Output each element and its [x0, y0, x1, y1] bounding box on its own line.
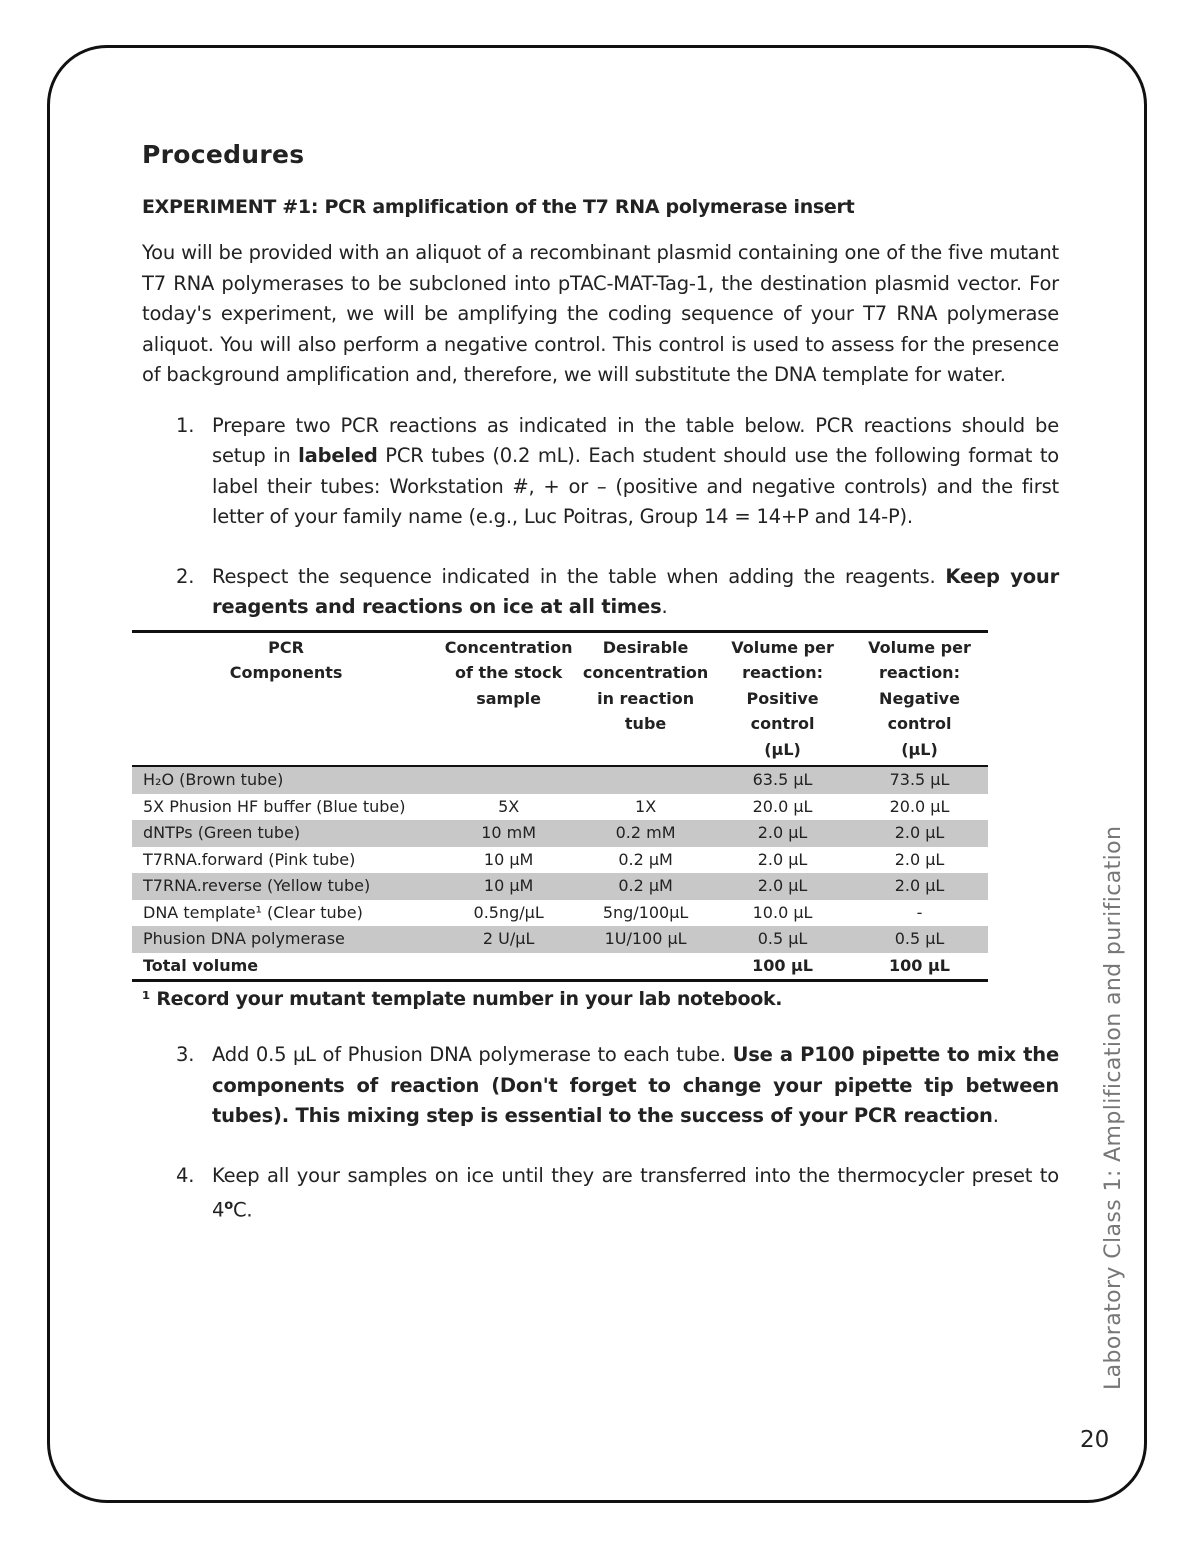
header-line: (µL): [764, 739, 801, 759]
step-number: 3.: [176, 1043, 195, 1066]
header-line: Desirable: [602, 637, 689, 657]
step-text: .: [661, 595, 668, 618]
header-line: concentration: [582, 663, 709, 682]
table-cell: [577, 953, 714, 981]
column-header: [440, 631, 577, 766]
header-line: Volume per: [868, 637, 971, 657]
table-cell: 100 µL: [889, 955, 950, 975]
header-line: control: [887, 714, 952, 733]
table-cell: 10.0 µL: [752, 902, 813, 922]
table-cell: 100 µL: [752, 955, 813, 975]
column-header: [714, 631, 851, 766]
table-cell: 1X: [635, 796, 657, 816]
step-number: 2.: [176, 564, 195, 588]
table-cell: -: [916, 902, 923, 922]
header-line: in reaction: [597, 688, 695, 708]
header-line: Negative: [879, 688, 960, 708]
table-cell: T7RNA.forward (Pink tube): [143, 849, 356, 869]
table-cell: 2.0 µL: [851, 873, 988, 900]
page-number: 20: [1080, 1427, 1110, 1453]
table-cell: 2.0 µL: [851, 820, 988, 847]
table-cell: 2 U/µL: [440, 926, 577, 953]
header-line: Concentration: [444, 637, 573, 657]
intro-paragraph: You will be provided with an aliquot of a recombinant plasmid containing one of the five mutant T7 RNA polymerases to be subcloned into pTAC-MAT-Tag-1, the destination plasmid vector. For today's experiment, we will be amplifying the coding sequence of your T7 RNA polymerase aliquot. You will also perform a negative control. This control is used to assess for the presence of background amplification and, therefore, we will substitute the DNA template for water.: [142, 241, 1059, 386]
step-text: Add 0.5 µL of Phusion DNA polymerase to each tube.: [212, 1043, 733, 1066]
column-header: [132, 631, 440, 766]
table-cell: Total volume: [143, 955, 259, 975]
table-cell: H₂O (Brown tube): [132, 766, 440, 794]
step-1: [142, 411, 1059, 533]
pcr-components-table: [132, 630, 988, 983]
header-line: reaction:: [742, 663, 823, 682]
table-cell: [577, 766, 714, 794]
header-line: reaction:: [879, 663, 960, 682]
page-content: [142, 140, 1059, 1255]
procedure-steps-continued: [142, 1040, 1059, 1226]
column-header: [851, 631, 988, 766]
table-cell: 2.0 µL: [714, 820, 851, 847]
step-emphasis: labeled: [298, 444, 378, 467]
table-cell: 10 µM: [440, 873, 577, 900]
table-cell: 0.2 µM: [577, 873, 714, 900]
table-row: [132, 766, 988, 794]
procedure-steps: [142, 411, 1059, 623]
table-cell: 0.5 µL: [714, 926, 851, 953]
step-text: Respect the sequence indicated in the table when adding the reagents.: [212, 564, 946, 588]
table-cell: 0.2 µM: [618, 849, 673, 869]
section-title: Procedures: [142, 140, 305, 169]
header-line: PCR: [268, 637, 304, 657]
table-cell: dNTPs (Green tube): [132, 820, 440, 847]
header-line: (µL): [901, 739, 938, 759]
table-cell: T7RNA.reverse (Yellow tube): [132, 873, 440, 900]
header-line: Positive: [746, 688, 819, 708]
table-row: [132, 847, 988, 874]
column-header: [577, 631, 714, 766]
header-line: control: [750, 714, 815, 733]
table-cell: 2.0 µL: [757, 849, 808, 869]
table-cell: 73.5 µL: [851, 766, 988, 794]
table-cell: Phusion DNA polymerase: [132, 926, 440, 953]
step-number: 1.: [176, 413, 195, 437]
step-text: Keep all your samples on ice until they are transferred into the thermocycler preset to 4: [212, 1163, 1059, 1222]
table-row: [132, 794, 988, 821]
table-cell: 20.0 µL: [889, 796, 950, 816]
table-cell: [440, 953, 577, 981]
table-row: [132, 926, 988, 953]
header-line: Components: [229, 663, 343, 682]
table-cell: 20.0 µL: [752, 796, 813, 816]
table-cell: DNA template¹ (Clear tube): [143, 902, 363, 922]
table-cell: 2.0 µL: [894, 849, 945, 869]
table-row: [132, 900, 988, 927]
side-label: Laboratory Class 1: Amplification and purification: [1101, 825, 1126, 1390]
table-cell: 2.0 µL: [714, 873, 851, 900]
table-cell: 10 mM: [440, 820, 577, 847]
header-line: tube: [624, 714, 667, 733]
table-row: [132, 953, 988, 981]
step-4: [142, 1161, 1059, 1227]
step-text: C.: [232, 1198, 253, 1222]
table-cell: 5X Phusion HF buffer (Blue tube): [143, 796, 406, 816]
table-cell: 10 µM: [483, 849, 534, 869]
table-footnote: ¹ Record your mutant template number in your lab notebook.: [142, 988, 783, 1010]
step-3: [142, 1040, 1059, 1132]
table-cell: 0.5ng/µL: [473, 902, 544, 922]
degree-symbol: o: [224, 1198, 233, 1213]
step-2: [142, 562, 1059, 623]
table-cell: 0.5 µL: [851, 926, 988, 953]
table-cell: [440, 766, 577, 794]
table-row: [132, 873, 988, 900]
table-cell: 0.2 mM: [577, 820, 714, 847]
step-text: PCR tubes (0.2 mL). Each student should use the following format to label their tubes: Workstation #, + or – (positive and negative controls) and the first letter of your family name (e.g., Luc Poitras, Group 14 = 14+P and 14-P).: [212, 444, 1059, 528]
header-line: Volume per: [731, 637, 834, 657]
step-number: 4.: [176, 1163, 195, 1187]
header-line: of the stock: [454, 663, 563, 682]
table-cell: 5X: [498, 796, 520, 816]
table-row: [132, 820, 988, 847]
table-cell: 63.5 µL: [714, 766, 851, 794]
step-emphasis: Use a P100 pipette to mix the components of reaction (Don't forget to change your pipette tip between tubes). This mixing step is essential to the success of your PCR reaction: [212, 1043, 1059, 1127]
header-line: sample: [476, 688, 542, 708]
table-cell: 5ng/100µL: [602, 902, 689, 922]
step-text: .: [992, 1104, 999, 1127]
step-text: Prepare two PCR reactions as indicated in the table below. PCR reactions should be setup in: [212, 413, 1059, 467]
step-emphasis: Keep your reagents and reactions on ice at all times: [212, 564, 1060, 618]
experiment-title: EXPERIMENT #1: PCR amplification of the T7 RNA polymerase insert: [142, 196, 855, 218]
table-cell: 1U/100 µL: [577, 926, 714, 953]
